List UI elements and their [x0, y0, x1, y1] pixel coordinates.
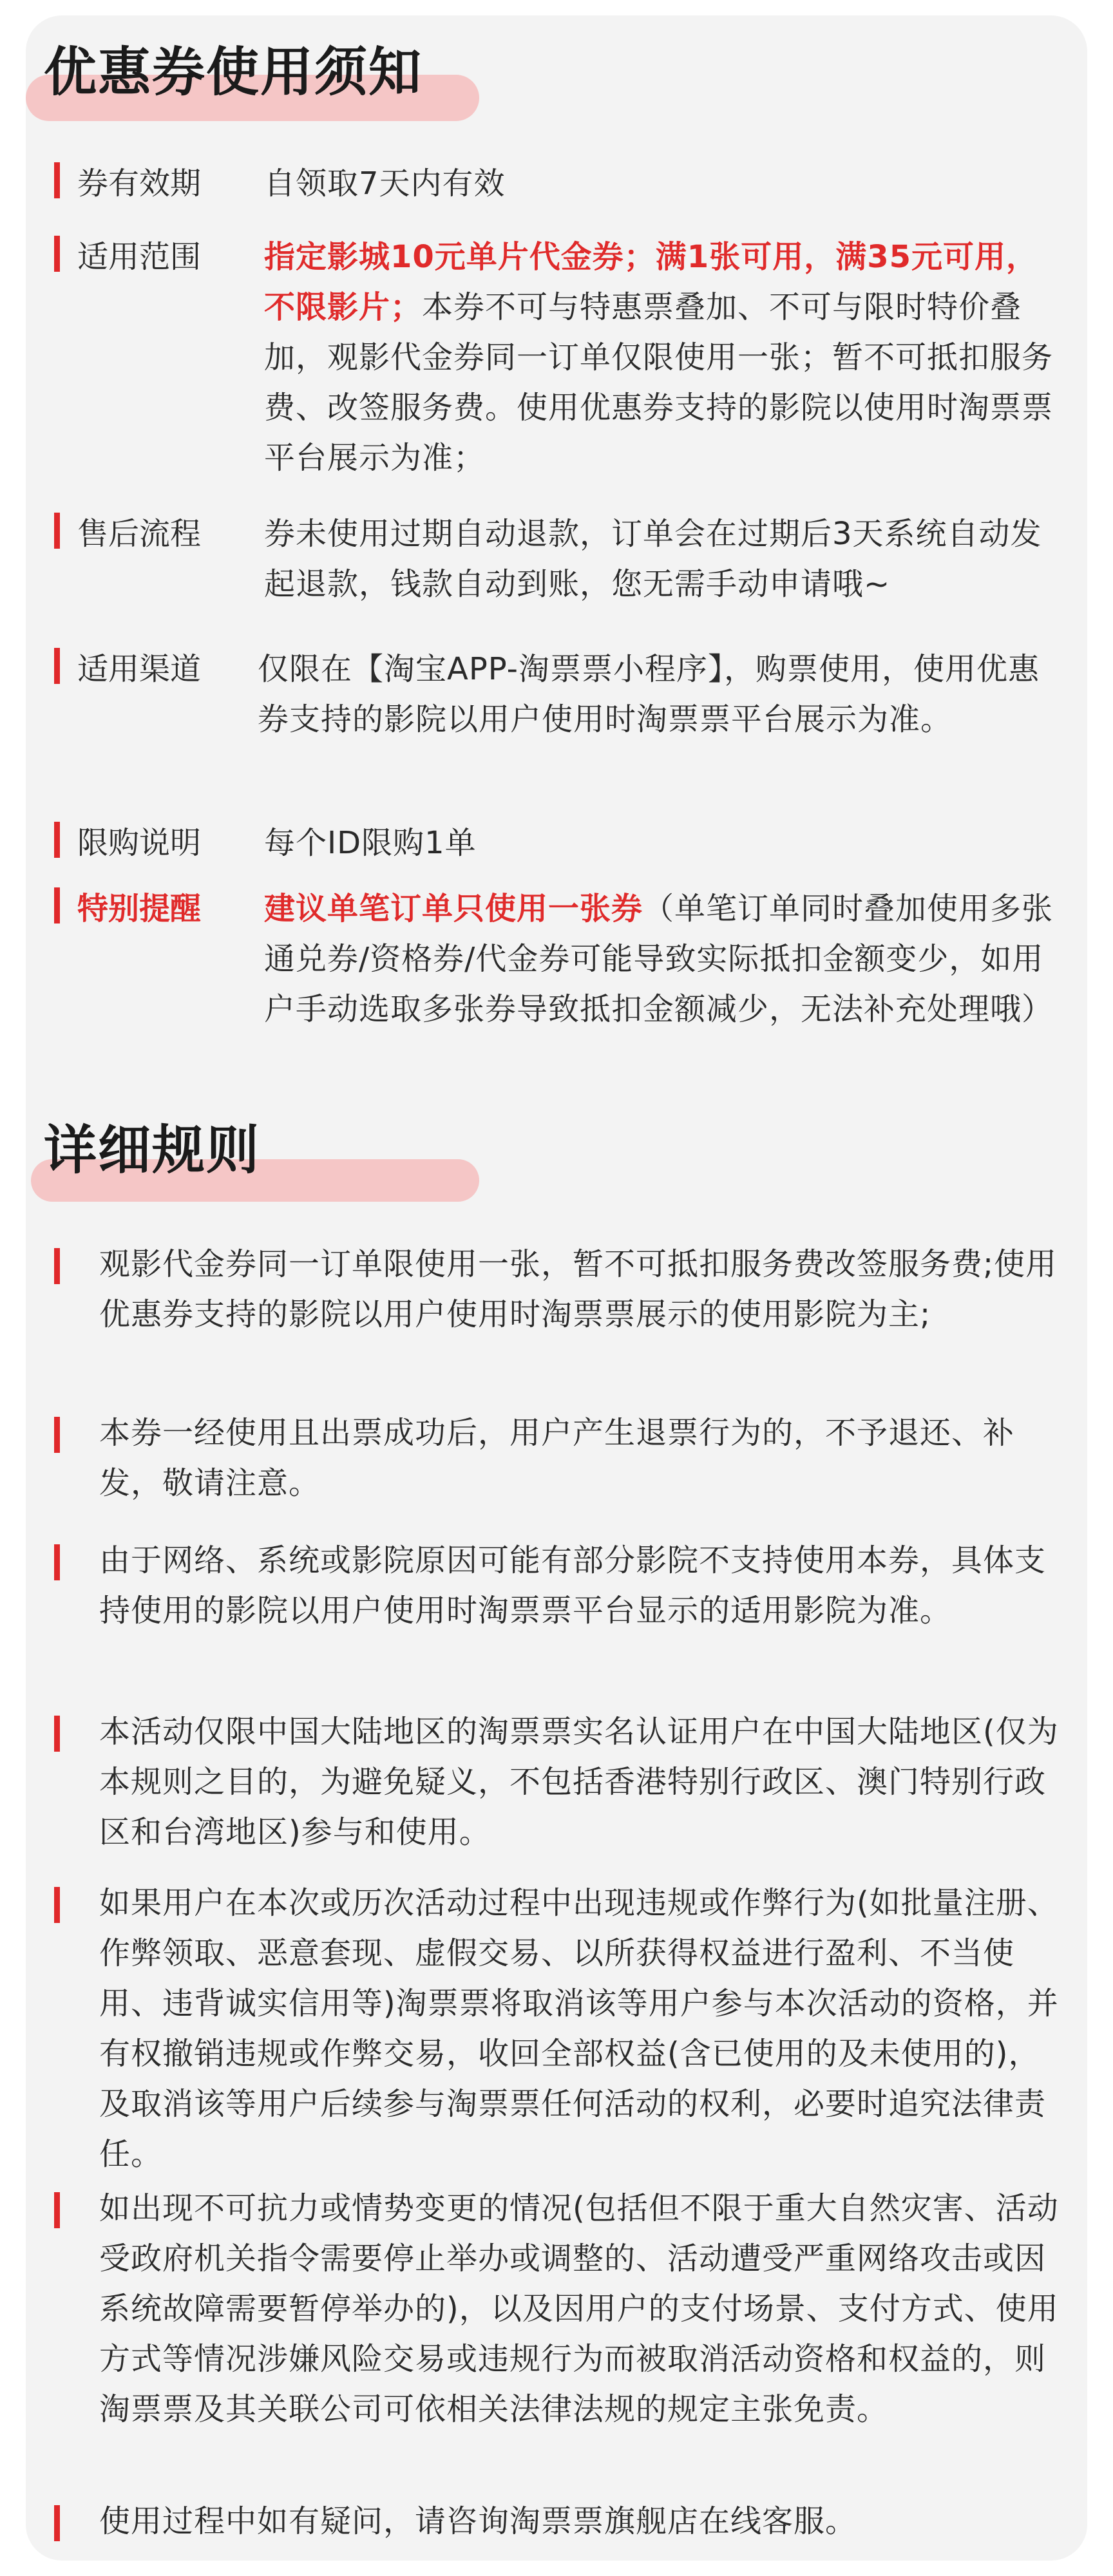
row-label: 券有效期 — [77, 166, 202, 202]
row-content — [264, 884, 1063, 1034]
rule-item — [54, 1408, 1065, 1511]
rule-text: 使用过程中如有疑问，请咨询淘票票旗舰店在线客服。 — [99, 2503, 857, 2539]
row-label: 售后流程 — [77, 516, 202, 552]
row-label: 限购说明 — [77, 825, 202, 861]
rule-marker — [54, 2505, 60, 2541]
row-content — [264, 818, 1063, 868]
row-content-highlight: 指定影城10元单片代金券；满1张可用，满35元可用，不限影片； — [264, 239, 1038, 325]
row-content-text: 本券不可与特惠票叠加、不可与限时特价叠加，观影代金券同一订单仅限使用一张；暂不可抵扣服务费、改签服务费。使用优惠券支持的影院以使用时淘票票平台展示为准； — [264, 289, 1054, 476]
row-content-highlight: 建议单笔订单只使用一张券 — [264, 891, 643, 927]
row-marker — [54, 822, 60, 858]
notice-row-scope — [54, 232, 1065, 483]
row-marker — [54, 162, 60, 198]
rule-item — [54, 2183, 1065, 2486]
row-content — [264, 509, 1063, 609]
rule-text: 观影代金券同一订单限使用一张，暂不可抵扣服务费改签服务费;使用优惠券支持的影院以用户使用时淘票票展示的使用影院为主; — [99, 1246, 1058, 1332]
rule-text: 本活动仅限中国大陆地区的淘票票实名认证用户在中国大陆地区(仅为本规则之目的，为避免疑义，不包括香港特别行政区、澳门特别行政区和台湾地区)参与和使用。 — [99, 1714, 1059, 1850]
notice-row-channel — [54, 644, 1065, 799]
rule-marker — [54, 2192, 60, 2228]
rule-text: 如果用户在本次或历次活动过程中出现违规或作弊行为(如批量注册、作弊领取、恶意套现、虚假交易、以所获得权益进行盈利、不当使用、违背诚实信用等)淘票票将取消该等用户参与本次活动的资格，并有权撤销违规或作弊交易，收回全部权益(含已使用的及未使用的)，及取消该等用户后续参与淘票票任何活动的权利，必要时追究法律责任。 — [99, 1885, 1059, 2172]
rule-item — [54, 2496, 1065, 2548]
row-content — [264, 158, 1063, 209]
notice-row-purchase-limit — [54, 818, 1065, 869]
rule-marker — [54, 1716, 60, 1752]
row-content — [258, 644, 1056, 744]
rule-item — [54, 1878, 1065, 2187]
rule-text: 如出现不可抗力或情势变更的情况(包括但不限于重大自然灾害、活动受政府机关指令需要停止举办或调整的、活动遭受严重网络攻击或因系统故障需要暂停举办的)，以及因用户的支付场景、支付方式、使用方式等情况涉嫌风险交易或违规行为而被取消活动资格和权益的，则淘票票及其关联公司可依相关法律法规的规定主张免责。 — [99, 2190, 1059, 2427]
row-marker — [54, 513, 60, 549]
notice-row-after-sale — [54, 509, 1065, 612]
row-marker — [54, 236, 60, 272]
row-content-text: （单笔订单同时叠加使用多张通兑券/资格券/代金券可能导致实际抵扣金额变少，如用户手动选取多张券导致抵扣金额减少，无法补充处理哦） — [264, 891, 1054, 1027]
notice-row-validity — [54, 158, 1065, 210]
row-marker — [54, 648, 60, 684]
row-content-text: 每个ID限购1单 — [264, 825, 477, 861]
row-label: 特别提醒 — [77, 891, 202, 927]
rule-marker — [54, 1248, 60, 1284]
rules-title: 详细规则 — [44, 1120, 261, 1181]
rule-marker — [54, 1417, 60, 1453]
notice-row-special-reminder — [54, 884, 1065, 1090]
rule-text: 由于网络、系统或影院原因可能有部分影院不支持使用本券，具体支持使用的影院以用户使用时淘票票平台显示的适用影院为准。 — [99, 1542, 1047, 1629]
row-label: 适用渠道 — [77, 651, 202, 687]
rule-marker — [54, 1887, 60, 1923]
notice-title: 优惠券使用须知 — [44, 42, 423, 103]
row-marker — [54, 887, 60, 923]
row-content-text: 自领取7天内有效 — [264, 166, 506, 202]
row-label: 适用范围 — [77, 239, 202, 275]
rule-marker — [54, 1544, 60, 1580]
rule-text: 本券一经使用且出票成功后，用户产生退票行为的，不予退还、补发，敬请注意。 — [99, 1415, 1015, 1501]
rule-item — [54, 1707, 1065, 1861]
row-content-text: 券未使用过期自动退款，订单会在过期后3天系统自动发起退款，钱款自动到账，您无需手动申请哦~ — [264, 516, 1042, 602]
rule-item — [54, 1535, 1065, 1690]
row-content — [264, 232, 1063, 483]
rule-item — [54, 1239, 1065, 1394]
row-content-text: 仅限在【淘宝APP-淘票票小程序】，购票使用，使用优惠券支持的影院以用户使用时淘票票平台展示为准。 — [258, 651, 1040, 737]
